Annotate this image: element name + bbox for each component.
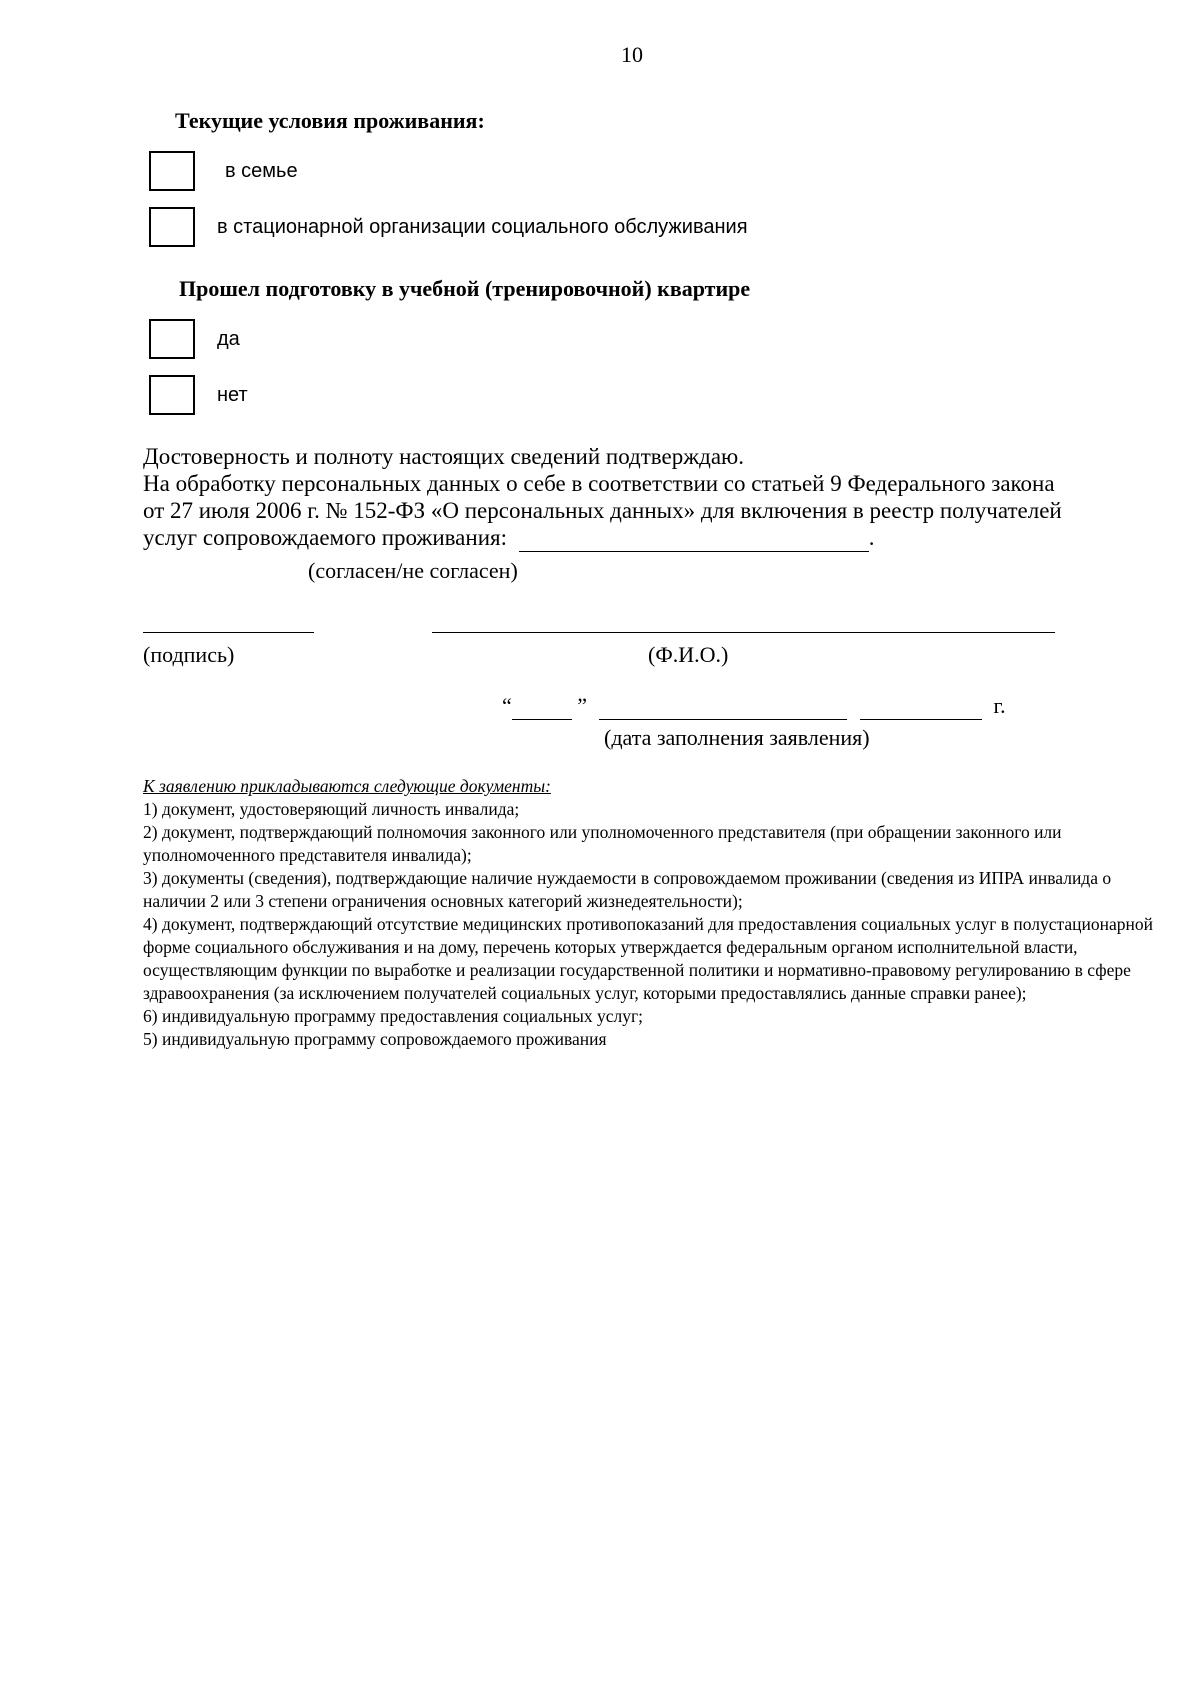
consent-line-period: . <box>868 525 875 550</box>
attachment-item: 3) документы (сведения), подтверждающие наличие нуждаемости в сопровождаемом проживании (сведения из ИПРА инвалида о наличии 2 или 3 степени ограничения основных категорий жизнедеятельности); <box>143 868 1112 911</box>
option-row-family[interactable] <box>149 150 298 192</box>
consent-line-service-text: услуг сопровождаемого проживания: <box>143 525 507 550</box>
consent-hint: (согласен/не согласен) <box>308 558 518 583</box>
attachment-item: 2) документ, подтверждающий полномочия законного или уполномоченного представителя (при обращении законного или уполномоченного представителя инвалида); <box>143 822 1062 865</box>
checkbox-no[interactable] <box>149 375 195 415</box>
signature-line[interactable] <box>143 632 314 633</box>
checkbox-family[interactable] <box>149 151 195 191</box>
date-open-quote: “ <box>502 693 512 718</box>
option-label-family: в семье <box>225 159 298 182</box>
page-number: 10 <box>621 42 643 67</box>
option-label-no: нет <box>217 383 248 406</box>
checkbox-yes[interactable] <box>149 319 195 359</box>
date-month-field[interactable] <box>599 693 847 720</box>
attachment-item: 4) документ, подтверждающий отсутствие медицинских противопоказаний для предоставления социальных услуг в полустационарной форме социального обслуживания и на дому, перечень которых утверждается федеральным органом исполнительной власти, осуществляющим функции по выработке и реализации государственной политики и нормативно-правовому регулированию в сфере здравоохранения (за исключением получателей социальных услуг, которыми предоставлялись данные справки ранее); <box>143 914 1154 1003</box>
consent-line-law: от 27 июля 2006 г. № 152-ФЗ «О персональных данных» для включения в реестр получателей <box>143 498 1062 523</box>
option-label-stationary: в стационарной организации социального обслуживания <box>217 215 748 238</box>
attachments-list <box>143 775 1153 1051</box>
option-row-no[interactable] <box>149 374 248 416</box>
consent-line-confirm: Достоверность и полноту настоящих сведений подтверждаю. <box>143 444 744 469</box>
attachment-item: 1) документ, удостоверяющий личность инвалида; <box>143 799 520 819</box>
option-row-yes[interactable] <box>149 318 240 360</box>
consent-line-processing: На обработку персональных данных о себе в соответствии со статьей 9 Федерального закона <box>143 471 1055 496</box>
date-row <box>502 693 1006 720</box>
date-label: (дата заполнения заявления) <box>604 725 870 750</box>
checkbox-stationary[interactable] <box>149 207 195 247</box>
consent-line-service <box>143 524 1143 552</box>
attachment-item: 6) индивидуальную программу предоставления социальных услуг; <box>143 1006 644 1026</box>
option-row-stationary[interactable] <box>149 206 748 248</box>
living-conditions-heading: Текущие условия проживания: <box>175 108 485 133</box>
option-label-yes: да <box>217 327 240 350</box>
consent-answer-field[interactable] <box>519 524 869 552</box>
attachment-item: 5) индивидуальную программу сопровождаемого проживания <box>143 1029 607 1049</box>
attachments-title: К заявлению прикладываются следующие документы: <box>143 776 551 796</box>
date-year-suffix: г. <box>993 693 1006 718</box>
full-name-line[interactable] <box>432 632 1055 633</box>
date-close-quote: ” <box>577 693 588 718</box>
date-year-field[interactable] <box>860 693 982 720</box>
consent-block <box>143 443 1143 552</box>
signature-label: (подпись) <box>143 642 235 667</box>
training-heading: Прошел подготовку в учебной (тренировочной) квартире <box>179 276 751 301</box>
date-day-field[interactable] <box>512 693 572 720</box>
full-name-label: (Ф.И.О.) <box>648 642 729 667</box>
